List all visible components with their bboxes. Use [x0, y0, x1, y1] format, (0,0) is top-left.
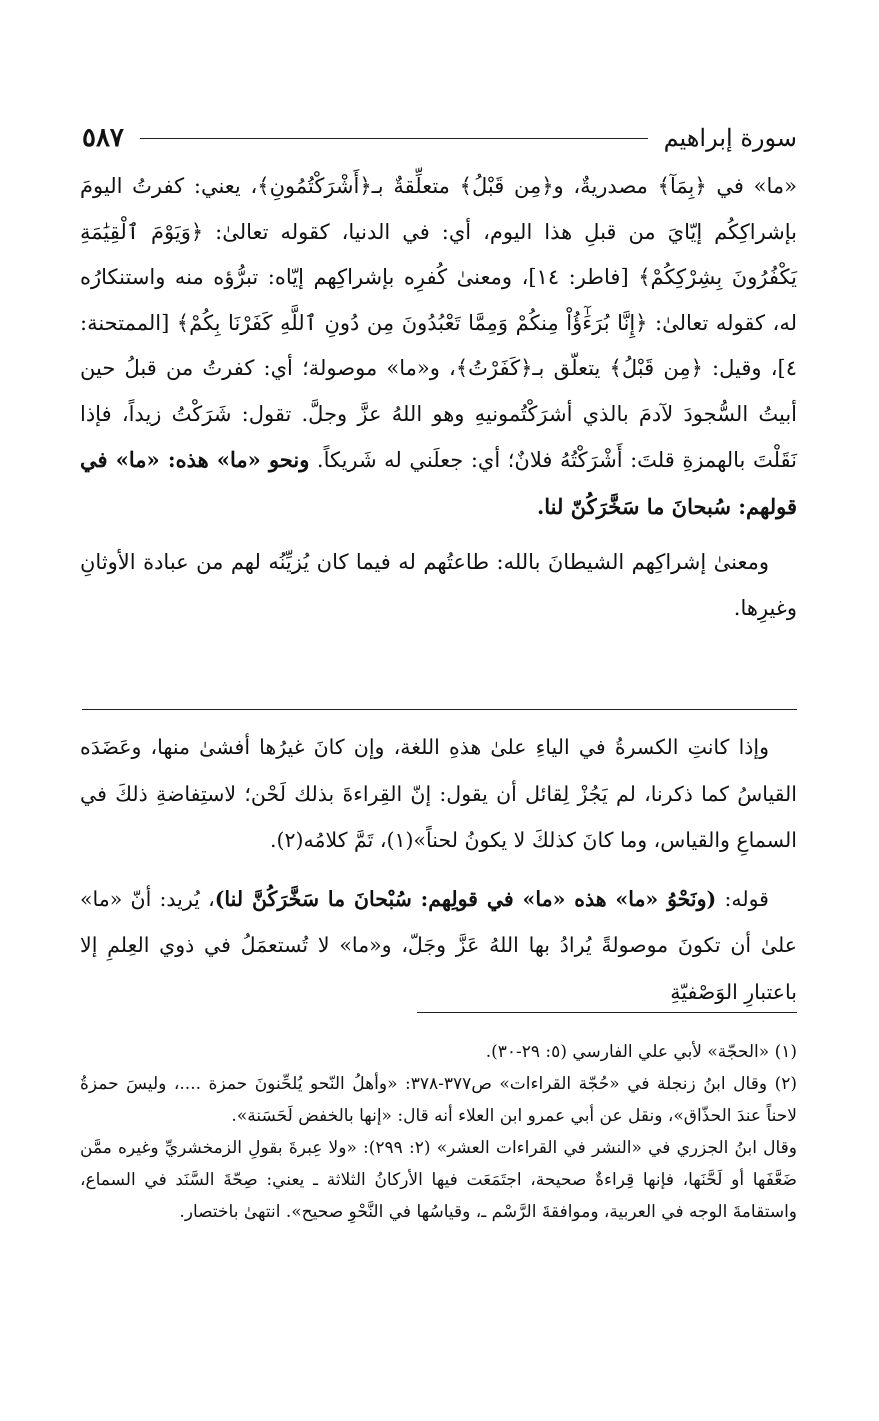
main-text [80, 164, 797, 631]
footnote-rule [417, 1012, 797, 1013]
commentary-text [80, 724, 797, 1015]
main-paragraph-1-bold: ونحو «ما» هذه: «ما» في قولهم: سُبحانَ ما سَخَّرَكُنّ لنا. [80, 447, 797, 519]
footnote-2: (٢) وقال ابنُ زنجلة في «حُجّة القراءات» ص٣٧٧-٣٧٨: «وأهلُ النّحو يُلحِّنونَ حمزة ....، وليسَ حمزةُ لاحناً عندَ الحذّاق»، ونقل عن أبي عمرو ابن العلاء أنه قال: «إنها بالخفض لَحَسَنة». [80, 1074, 797, 1126]
commentary-paragraph-2 [80, 876, 797, 1016]
commentary-lead: قوله: [724, 886, 769, 911]
page-number: ٥٨٧ [82, 123, 124, 153]
main-paragraph-1 [80, 164, 797, 530]
main-paragraph-1-text: «ما» في ﴿بِمَآ﴾ مصدريةٌ، و﴿مِن قَبْلُ﴾ متعلِّقةٌ بـ﴿أَشْرَكْتُمُونِ﴾، يعني: كفرتُ اليومَ بإشراكِكُم إيّايَ من قبلِ هذا اليوم، أي: في الدنيا، كقوله تعالىٰ: ﴿وَيَوْمَ ٱلْقِيَٰمَةِ يَكْفُرُونَ بِشِرْكِكُمْ﴾ [فاطر: ١٤]، ومعنىٰ كُفرِه بإشراكِهم إيّاه: تبرُّؤه منه واستنكارُه له، كقوله تعالىٰ: ﴿إِنَّا بُرَءَٰٓؤُاْ مِنكُمْ وَمِمَّا تَعْبُدُونَ مِن دُونِ ٱللَّهِ كَفَرْنَا بِكُمْ﴾ [الممتحنة: ٤]، وقيل: ﴿مِن قَبْلُ﴾ يتعلّق بـ﴿كَفَرْتُ﴾، و«ما» موصولة؛ أي: كفرتُ من قبلُ حين أبيتُ السُّجودَ لآدمَ بالذي أشرَكْتُمونيهِ وهو اللهُ عزَّ وجلَّ. تقول: شَرَكْتُ زيداً، فإذا نَقَلْتَ بالهمزةِ قلتَ: أَشْرَكْتُهُ فلانٌ؛ أي: جعلَني له شَريكاً. [80, 174, 797, 472]
section-divider [82, 709, 797, 710]
surah-title: سورة إبراهيم [663, 124, 797, 152]
commentary-paragraph-1: وإذا كانتِ الكسرةُ في الياءِ علىٰ هذهِ اللغة، وإن كانَ غيرُها أفشىٰ منها، وعَضَدَه القياسُ كما ذكرنا، لم يَجُزْ لِقائل أن يقول: إنّ القِراءةَ بذلك لَحْن؛ لاستِفاضةِ ذلكَ في السماعِ والقياس، وما كانَ كذلكَ لا يكونُ لحناً»(١)، تَمَّ كلامُه(٢). [80, 735, 797, 852]
commentary-rest: ، يُريد: أنّ «ما» علىٰ أن تكونَ موصولةً يُرادُ بها اللهُ عَزَّ وجَلّ، و«ما» لا تُستعمَلُ في ذوي العِلمِ إلا باعتبارِ الوَصْفيّةِ [80, 886, 797, 1004]
commentary-quote: (ونَحْوُ «ما» هذه «ما» في قولِهم: سُبْحانَ ما سَخَّرَكُنَّ لنا) [214, 886, 717, 911]
header-rule [140, 138, 648, 139]
footnotes [80, 1036, 797, 1228]
main-paragraph-2: ومعنىٰ إشراكِهم الشيطانَ بالله: طاعتُهم له فيما كان يُزيِّنُه لهم من عبادة الأوثانِ وغيرِها. [80, 550, 797, 620]
footnote-1: (١) «الحجّة» لأبي علي الفارسي (٥: ٢٩-٣٠). [485, 1042, 797, 1062]
footnote-2-continuation: وقال ابنُ الجزري في «النشر في القراءات العشر» (٢: ٢٩٩): «ولا عِبرةَ بقولِ الزمخشريِّ وغيره ممَّن ضَعَّفَها أو لَحَّنَها، فإنها قِراءةٌ صحيحة، اجتَمَعَت فيها الأركانُ الثلاثة ـ يعني: صِحّةَ السَّنَد في السماع، واستقامةَ الوجه في العربية، وموافقةَ الرَّسْم ـ، وقياسُها في النَّحْوِ صحيح». انتهىٰ باختصار. [80, 1138, 797, 1222]
page-header [82, 118, 797, 158]
